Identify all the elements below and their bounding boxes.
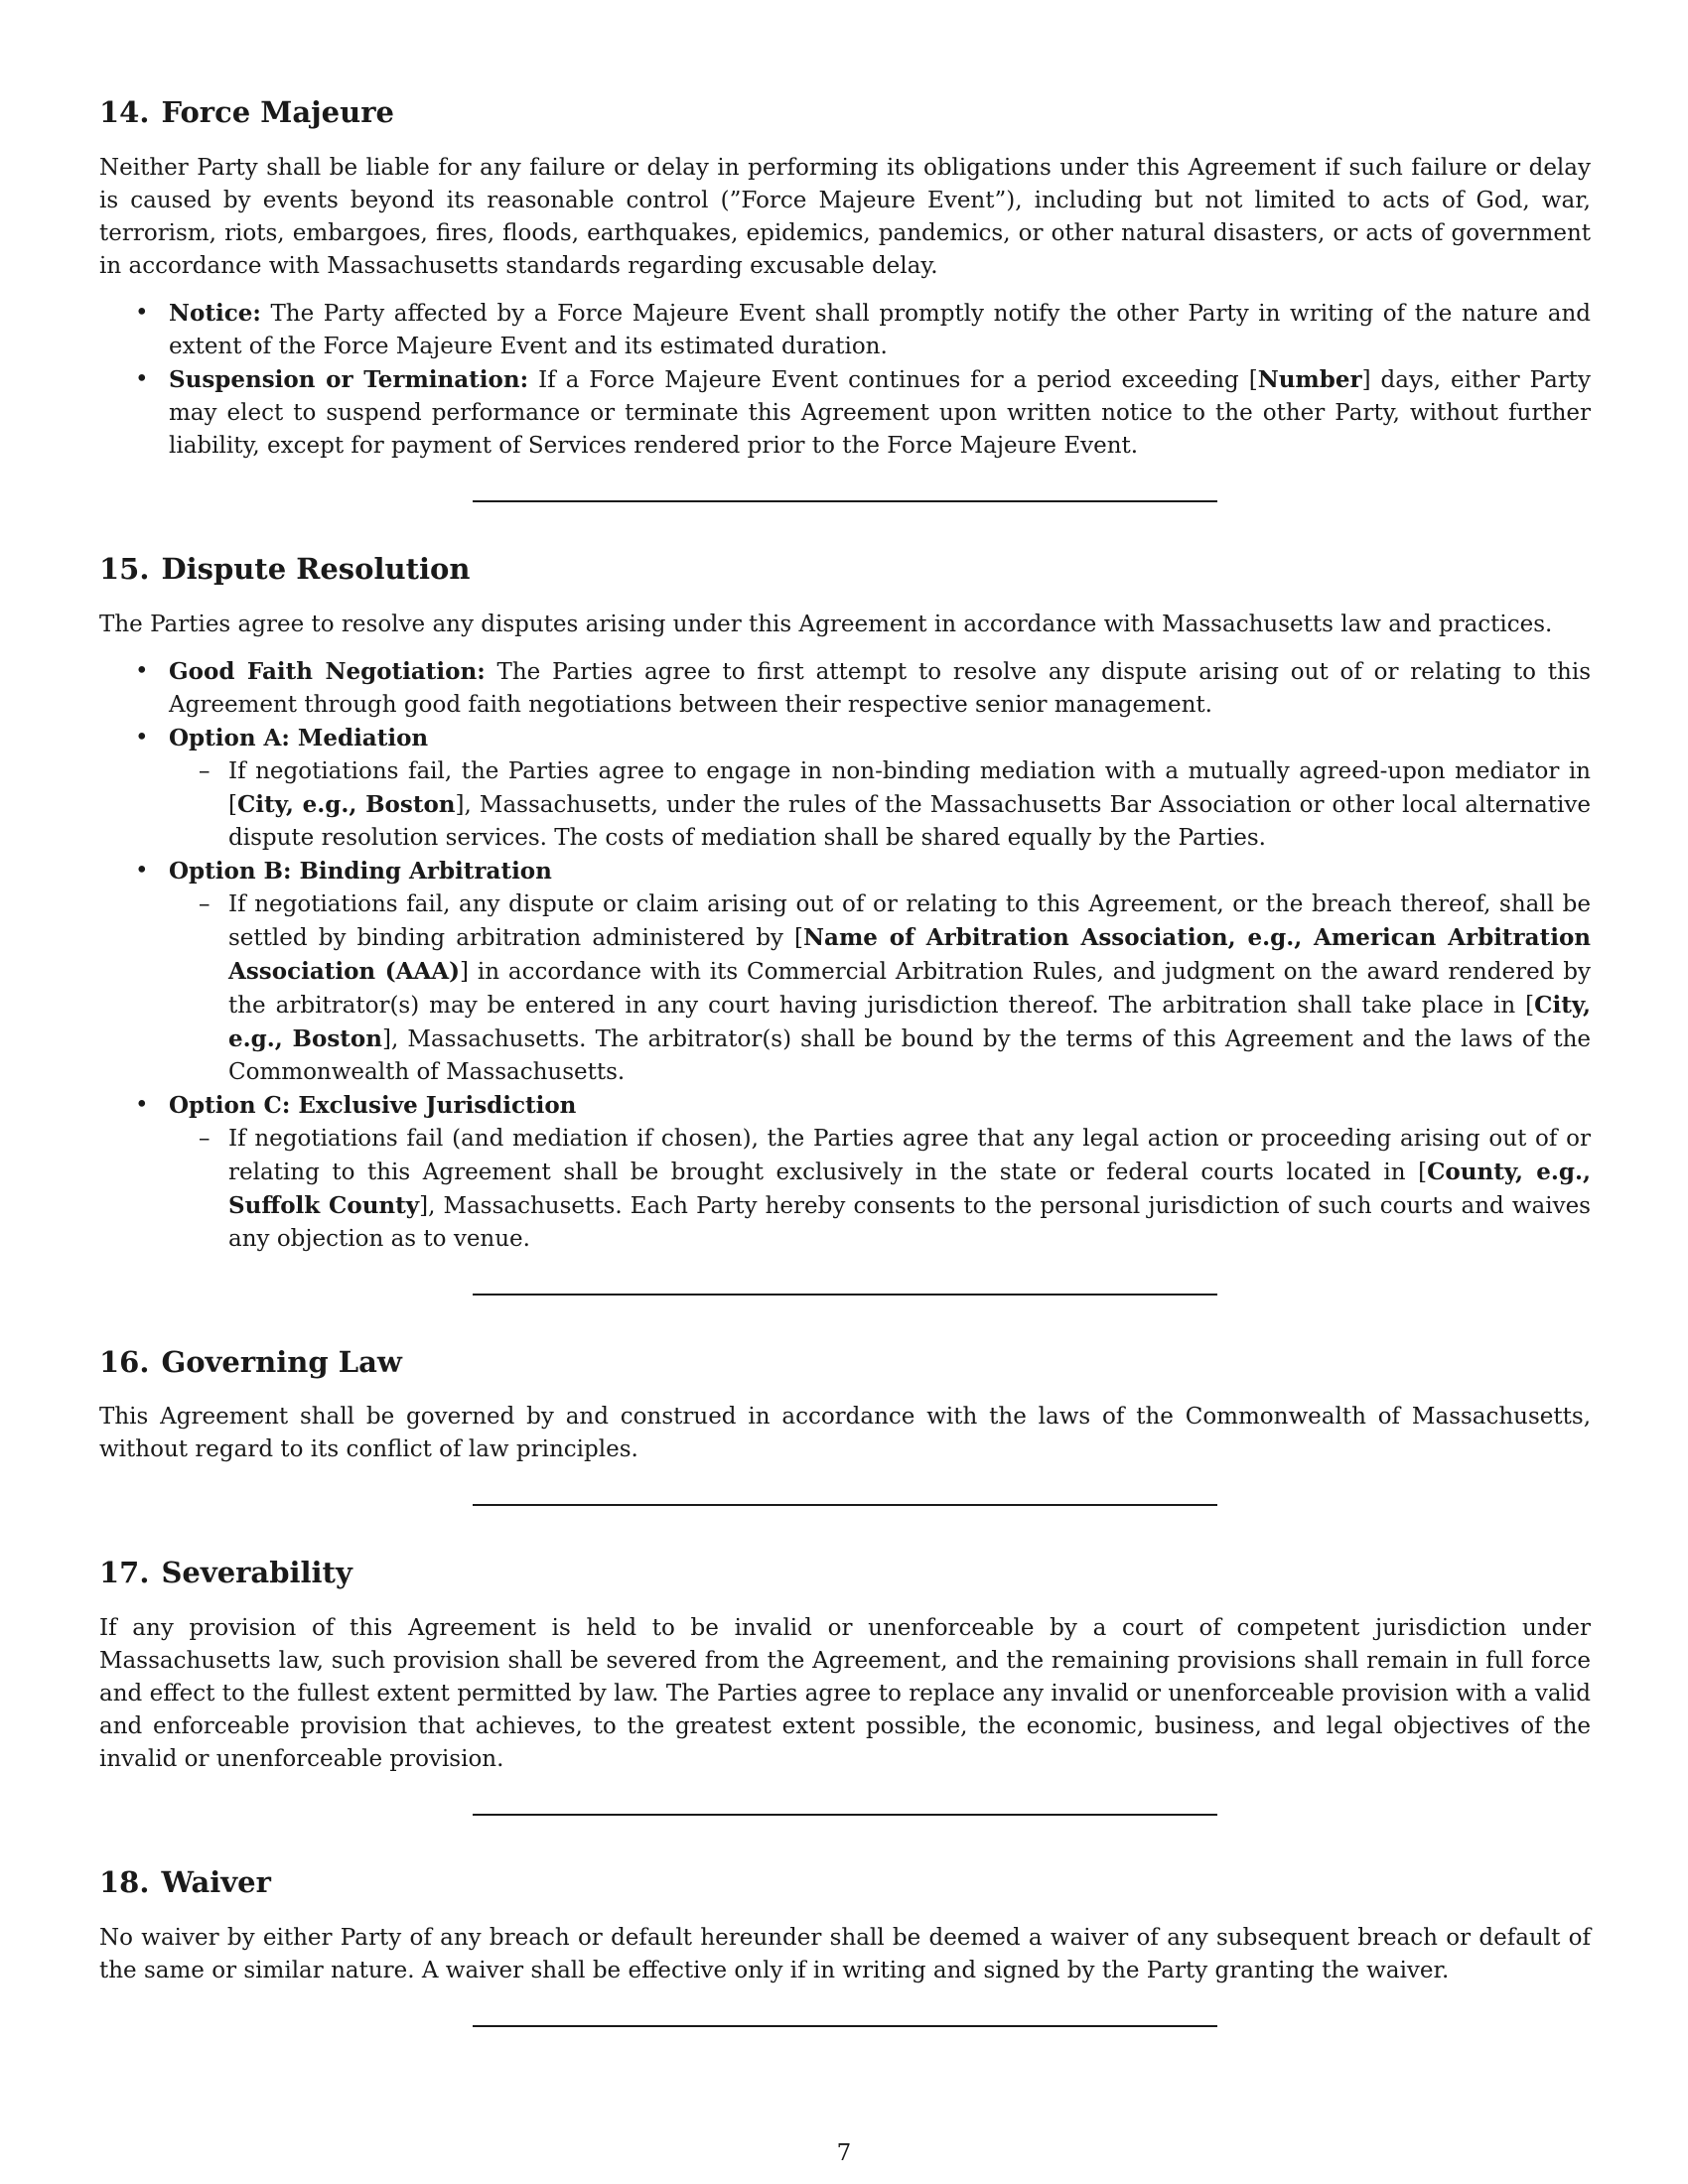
page-number: 7	[836, 2140, 852, 2166]
list-item-option-b	[99, 855, 1591, 1089]
section-title: Governing Law	[161, 1344, 402, 1379]
list-item-option-a	[99, 722, 1591, 855]
sub-item-text: ] in accordance with its Commercial Arbitration Rules, and judgment on the award rendered by the arbitrator(s) may be entered in any court having jurisdiction thereof. The arbitration shall take place in [	[228, 958, 1591, 1019]
placeholder-text: City, e.g., Boston	[228, 991, 1591, 1052]
document-page	[99, 95, 1591, 2077]
section-force-majeure	[99, 95, 1591, 463]
section-number: 14.	[99, 95, 150, 129]
list-item-text: The Party affected by a Force Majeure Event shall promptly notify the other Party in writing of the nature and extent of the Force Majeure Event and its estimated duration.	[169, 300, 1592, 359]
section-title: Force Majeure	[161, 95, 394, 129]
section-paragraph: Neither Party shall be liable for any failure or delay in performing its obligations under this Agreement if such failure or delay is caused by events beyond its reasonable control (”Force Majeure Event”), including but not limited to acts of God, war, terrorism, riots, embargoes, fires, floods, earthquakes, epidemics, pandemics, or other natural disasters, or acts of government in accordance with Massachusetts standards regarding excusable delay.	[99, 154, 1591, 279]
list-item-label: Good Faith Negotiation:	[169, 657, 486, 685]
list-item-option-c	[99, 1089, 1591, 1256]
section-heading	[99, 1345, 1591, 1380]
sub-list-item	[169, 888, 1591, 1089]
sub-item-text: If negotiations fail, the Parties agree to engage in non-binding mediation with a mutually agreed-upon mediator in [	[228, 757, 1591, 818]
section-divider	[473, 1294, 1217, 1296]
bullet-list	[99, 297, 1591, 463]
placeholder-text: City, e.g., Boston	[236, 790, 456, 818]
section-paragraph: If any provision of this Agreement is held to be invalid or unenforceable by a court of competent jurisdiction under Massachusetts law, such provision shall be severed from the Agreement, and the remaining provisions shall remain in full force and effect to the fullest extent permitted by law. The Parties agree to replace any invalid or unenforceable provision with a valid and enforceable provision that achieves, to the greatest extent possible, the economic, business, and legal objectives of the invalid or unenforceable provision.	[99, 1615, 1591, 1773]
section-title: Waiver	[161, 1865, 271, 1900]
section-dispute-resolution	[99, 552, 1591, 1256]
section-heading	[99, 1865, 1591, 1900]
list-item-text: ] days, either Party may elect to suspend performance or terminate this Agreement upon written notice to the other Party, without further liability, except for payment of Services rendered prior to the Force Majeure Event.	[169, 366, 1592, 459]
list-item-text: If a Force Majeure Event continues for a period exceeding [	[538, 366, 1258, 393]
list-item-good-faith	[99, 655, 1591, 722]
section-heading	[99, 95, 1591, 130]
sub-list	[169, 1123, 1591, 1256]
sub-item-text: ], Massachusetts. The arbitrator(s) shall be bound by the terms of this Agreement and the laws of the Commonwealth of Massachusetts.	[228, 1025, 1591, 1085]
list-item-text: The Parties agree to first attempt to resolve any dispute arising out of or relating to this Agreement through good faith negotiations between their respective senior management.	[169, 658, 1591, 718]
section-title: Severability	[161, 1556, 352, 1590]
section-title: Dispute Resolution	[161, 551, 471, 586]
list-item-notice	[99, 297, 1591, 363]
sub-list	[169, 888, 1591, 1089]
section-number: 16.	[99, 1344, 150, 1379]
list-item-label: Suspension or Termination:	[169, 365, 529, 393]
section-divider	[473, 1504, 1217, 1506]
section-heading	[99, 1556, 1591, 1590]
section-number: 15.	[99, 551, 150, 586]
section-divider	[473, 500, 1217, 502]
placeholder-text: Number	[1257, 365, 1362, 393]
option-label: Option B: Binding Arbitration	[169, 857, 552, 885]
section-number: 17.	[99, 1556, 150, 1590]
section-number: 18.	[99, 1865, 150, 1900]
placeholder-text: County, e.g., Suffolk County	[228, 1158, 1591, 1219]
list-item-suspension	[99, 363, 1591, 463]
section-waiver	[99, 1865, 1591, 1987]
section-heading	[99, 552, 1591, 587]
section-paragraph: The Parties agree to resolve any disputes arising under this Agreement in accordance with Massachusetts law and practices.	[99, 611, 1553, 637]
section-severability	[99, 1556, 1591, 1776]
list-item-label: Notice:	[169, 299, 261, 327]
section-governing-law	[99, 1345, 1591, 1467]
sub-item-text: ], Massachusetts. Each Party hereby consents to the personal jurisdiction of such courts and waives any objection as to venue.	[228, 1192, 1591, 1252]
sub-item-text: If negotiations fail (and mediation if chosen), the Parties agree that any legal action or proceeding arising out of or relating to this Agreement shall be brought exclusively in the state or federal courts located in [	[228, 1125, 1591, 1185]
option-label: Option A: Mediation	[169, 724, 429, 751]
sub-item-text: ], Massachusetts, under the rules of the Massachusetts Bar Association or other local alternative dispute resolution services. The costs of mediation shall be shared equally by the Parties.	[228, 791, 1591, 851]
bullet-list	[99, 655, 1591, 1256]
sub-list-item	[169, 755, 1591, 855]
placeholder-text: Name of Arbitration Association, e.g., American Arbitration Association (AAA)	[228, 923, 1592, 985]
sub-list	[169, 755, 1591, 855]
sub-item-text: If negotiations fail, any dispute or claim arising out of or relating to this Agreement, or the breach thereof, shall be settled by binding arbitration administered by [	[228, 890, 1591, 951]
sub-list-item	[169, 1123, 1591, 1256]
section-paragraph: No waiver by either Party of any breach or default hereunder shall be deemed a waiver of any subsequent breach or default of the same or similar nature. A waiver shall be effective only if in writing and signed by the Party granting the waiver.	[99, 1924, 1591, 1983]
section-divider	[473, 1814, 1217, 1816]
section-divider	[473, 2025, 1217, 2027]
section-paragraph: This Agreement shall be governed by and construed in accordance with the laws of the Commonwealth of Massachusetts, without regard to its conflict of law principles.	[99, 1404, 1591, 1463]
option-label: Option C: Exclusive Jurisdiction	[169, 1091, 577, 1119]
